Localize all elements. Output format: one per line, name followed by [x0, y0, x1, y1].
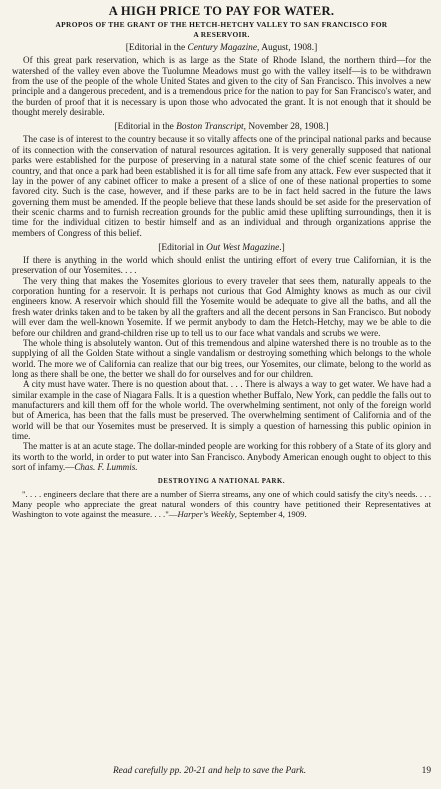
out-west-paragraph-1: If there is anything in the world which should enlist the untiring effort of every true Californian, it is the preservation of our Yosemites. . . . [12, 255, 431, 276]
source-century: [Editorial in the Century Magazine, August, 1908.] [125, 43, 318, 53]
destroying-heading: DESTROYING A NATIONAL PARK. [157, 478, 286, 486]
century-paragraph: Of this great park reservation, which is as large as the State of Rhode Island, the northern third—for the watershed of the valley even above the Tuolumne Meadows must go with the valley itself—is to be withdrawn from the use of the people of the whole United States and given to the city of San Francisco. This involves a new principle and a dangerous precedent, and is a tremendous price for the nation to pay for San Francisco's water, and the burden of proof that it is necessary is upon those who advocated the grant. It is not enough that it should be thought merely desirable. [12, 55, 431, 117]
out-west-paragraph-4: A city must have water. There is no question about that. . . . There is always a way to get water. We have had a similar example in the case of Niagara Falls. It is a question whether Buffalo, New York, can peddle the falls out to manufacturers and kill them off for the whole world. The overwhelming sentiment, not only of the foreign world but of America, has been that the falls must be preserved. The overwhelming sentiment of California and of the world will be that our Yosemites must be preserved. It is simply a question of harnessing this public opinion in time. [12, 379, 431, 441]
source-boston-transcript: [Editorial in the Boston Transcript, November 28, 1908.] [114, 122, 329, 133]
out-west-paragraph-3: The whole thing is absolutely wanton. Out of this tremendous and alpine watershed there is no trouble as to the supplying of all the Golden State without a single vandalism or destroying something which belongs to the whole world. The more we of California can realize that our big trees, our Yosemites, our climate, belong to the world as long as there shall be one, the better we shall do for ourselves and for our children. [12, 337, 431, 379]
page-title: A HIGH PRICE TO PAY FOR WATER. [108, 4, 335, 18]
publication-name: Century Magazine [187, 43, 258, 53]
subtitle-line-2: A RESERVOIR. [193, 30, 250, 39]
subtitle-line-1: APROPOS OF THE GRANT OF THE HETCH-HETCHY VALLEY TO SAN FRANCISCO FOR [55, 20, 388, 29]
signature: Chas. F. Lummis. [74, 461, 138, 472]
harpers-quote: ". . . . engineers declare that there are a number of Sierra streams, any one of which could satisfy the city's needs. . . . Many people who appreciate the great natural wonders of this country have petitioned their Representatives at Washington to vote against the measure. . . ."—Harper's Weekly, September 4, 1909. [12, 489, 431, 520]
out-west-paragraph-2: The very thing that makes the Yosemites glorious to every traveler that sees them, naturally appeals to the corporation hunting for a reservoir. It is perhaps not curious that God Almighty knows as much as our civil engineers know. A reservoir which should fill the Yosemite would be adequate to give all the baths, and all the fresh water drinks taken and to be taken by all the grafters and all the decent persons in San Francisco. But nobody will ever dam the well-known Yosemite. If we permit anybody to dam the Hetch-Hetchy, may we be able to die before our children and grand-children rise up to tell us to our face what vandals and scrubs we were. [12, 275, 431, 338]
source-out-west: [Editorial in Out West Magazine.] [158, 242, 285, 253]
publication-name: Boston Transcript [176, 122, 244, 133]
boston-paragraph: The case is of interest to the country because it so vitally affects one of the principal national parks and because of its connection with the conservation of natural resources agitation. It is very generally supposed that national parks were established for the purpose of preserving in a natural state some of the chief scenic features of our country, and that once a park had been established it is for all time safe from any attack. Few ever suspected that it lay in the power of any cabinet officer to make a present of a slice of one of these national properties to some favored city. Such is the case, however, and if these parks are to be in fact held sacred in the future the laws governing them must be amended. If the people believe that these lands should be set aside for the preservation of their scenic charms and to furnish recreation grounds for the public amid these uplifting surroundings, then it is time for the individual citizen to bestir himself and as an individual and through organizations apprise the members of Congress of this belief. [12, 134, 431, 238]
publication-name: Out West Magazine [206, 242, 280, 253]
footer-call-to-action: Read carefully pp. 20-21 and help to save the Park. [112, 766, 307, 776]
out-west-paragraph-5: The matter is at an acute stage. The dollar-minded people are working for this robbery of a State of its glory and its worth to the world, in order to put water into San Francisco. Anybody American enough ought to object to this sort of infamy.—Chas. F. Lummis. [12, 441, 431, 472]
harpers-attribution: Harper's Weekly [177, 509, 235, 520]
page-number: 19 [421, 766, 431, 776]
page-footer [12, 766, 431, 777]
